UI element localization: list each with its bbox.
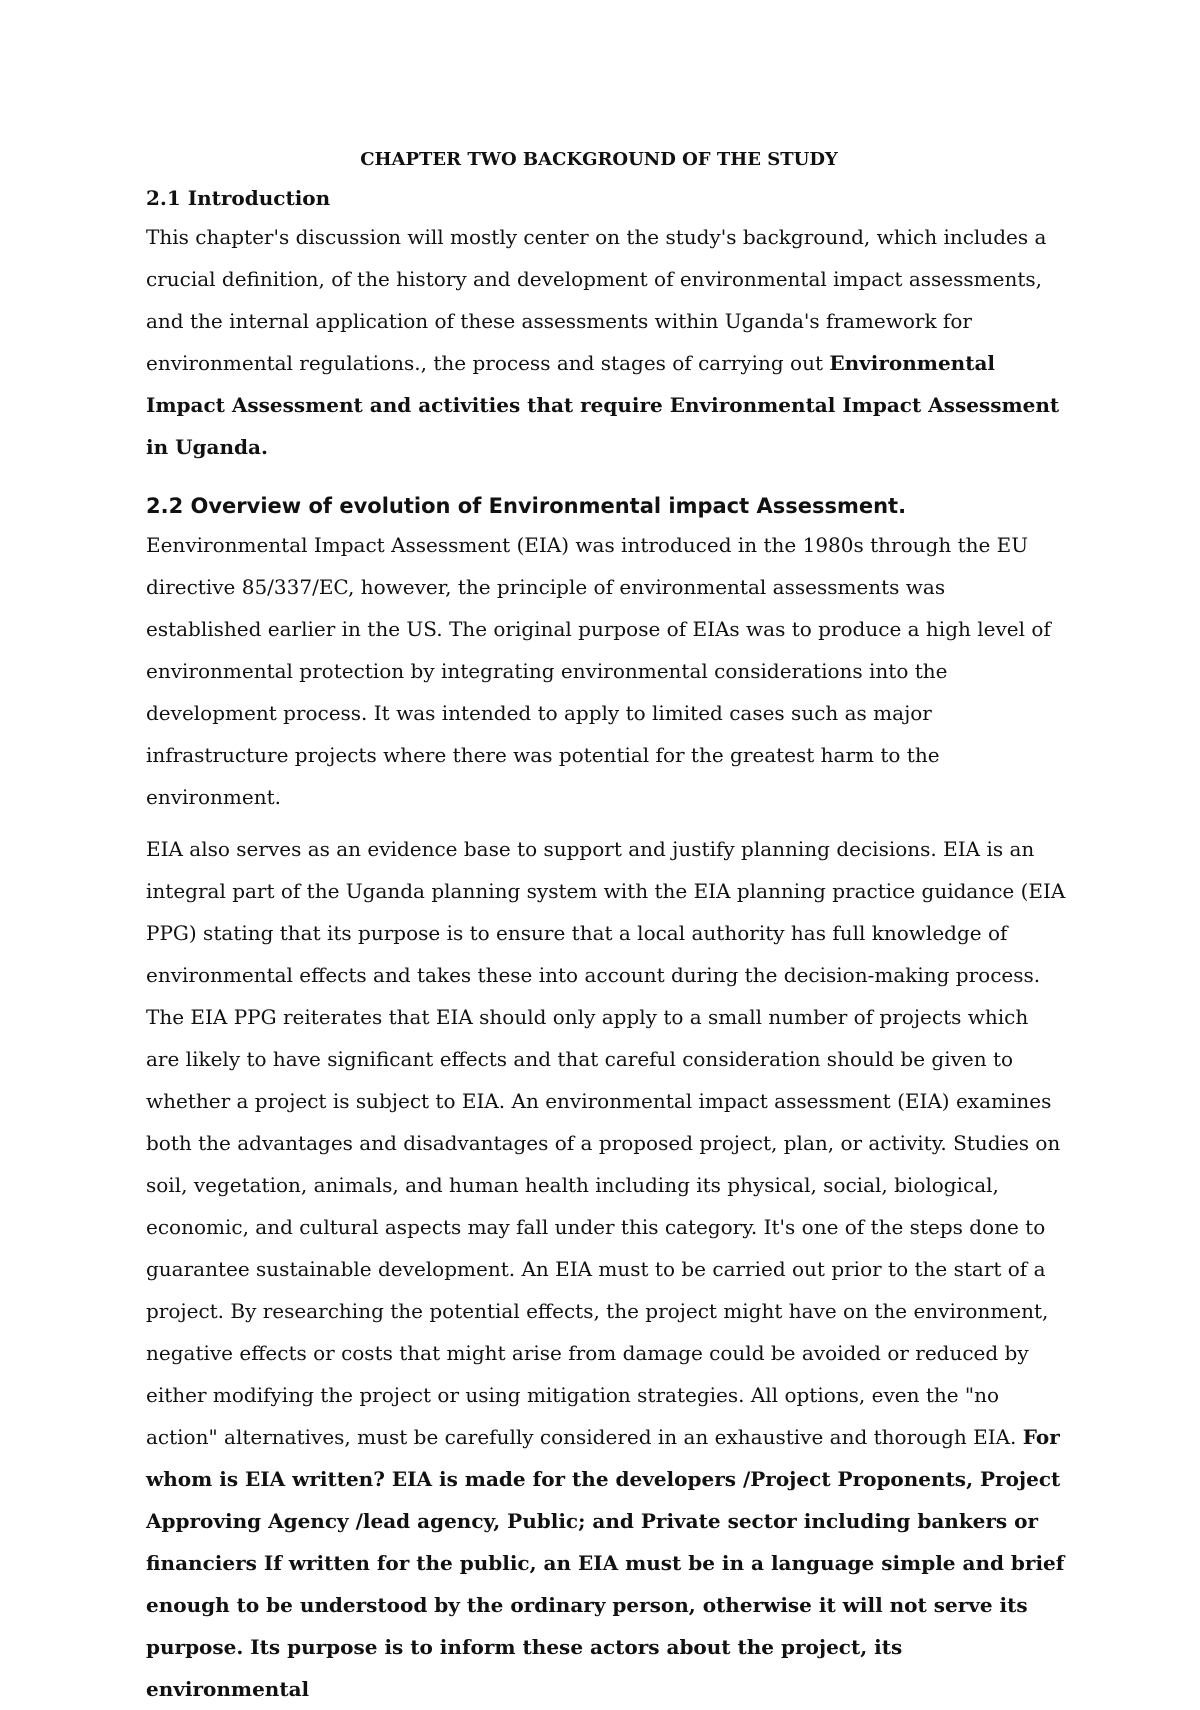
section-heading-introduction: 2.1 Introduction (146, 186, 331, 210)
introduction-paragraph-text: This chapter's discussion will mostly center on the study's background, which includes a crucial definition, of the history and development of environmental impact assessments, and the internal application of these assessments within Uganda's framework for environmental regulations., the process and stages of carrying out (146, 225, 1047, 375)
section-heading-overview: 2.2 Overview of evolution of Environmental impact Assessment. (146, 494, 907, 518)
introduction-paragraph (146, 216, 1066, 468)
overview-paragraph-2 (146, 828, 1066, 1710)
overview-paragraph-1: Eenvironmental Impact Assessment (EIA) was introduced in the 1980s through the EU directive 85/337/EC, however, the principle of environmental assessments was established earlier in the US. The original purpose of EIAs was to produce a high level of environmental protection by integrating environmental considerations into the development process. It was intended to apply to limited cases such as major infrastructure projects where there was potential for the greatest harm to the environment. (146, 533, 1051, 809)
introduction-paragraph-bold-tail: Environmental Impact Assessment and activities that require Environmental Impact Assessment in Uganda. (146, 351, 1060, 459)
overview-paragraph-2-text: EIA also serves as an evidence base to support and justify planning decisions. EIA is an integral part of the Uganda planning system with the EIA planning practice guidance (EIA PPG) stating that its purpose is to ensure that a local authority has full knowledge of environmental effects and takes these into account during the decision-making process. The EIA PPG reiterates that EIA should only apply to a small number of projects which are likely to have significant effects and that careful consideration should be given to whether a project is subject to EIA. An environmental impact assessment (EIA) examines both the advantages and disadvantages of a proposed project, plan, or activity. Studies on soil, vegetation, animals, and human health including its physical, social, biological, economic, and cultural aspects may fall under this category. It's one of the steps done to guarantee sustainable development. An EIA must to be carried out prior to the start of a project. By researching the potential effects, the project might have on the environment, negative effects or costs that might arise from damage could be avoided or reduced by either modifying the project or using mitigation strategies. All options, even the "no action" alternatives, must be carefully considered in an exhaustive and thorough EIA. (146, 837, 1066, 1449)
overview-paragraph-2-bold-question: For whom is EIA written? (146, 1425, 1060, 1491)
document-body (146, 146, 1066, 1710)
overview-paragraph-2-bold-tail: EIA is made for the developers /Project Proponents, Project Approving Agency /lead agency, Public; and Private sector including bankers or financiers If written for the public, an EIA must be in a language simple and brief enough to be understood by the ordinary person, otherwise it will not serve its purpose. Its purpose is to inform these actors about the project, its environmental (146, 1467, 1065, 1701)
chapter-title: CHAPTER TWO BACKGROUND OF THE STUDY (360, 149, 838, 170)
overview-section (146, 488, 1066, 1710)
